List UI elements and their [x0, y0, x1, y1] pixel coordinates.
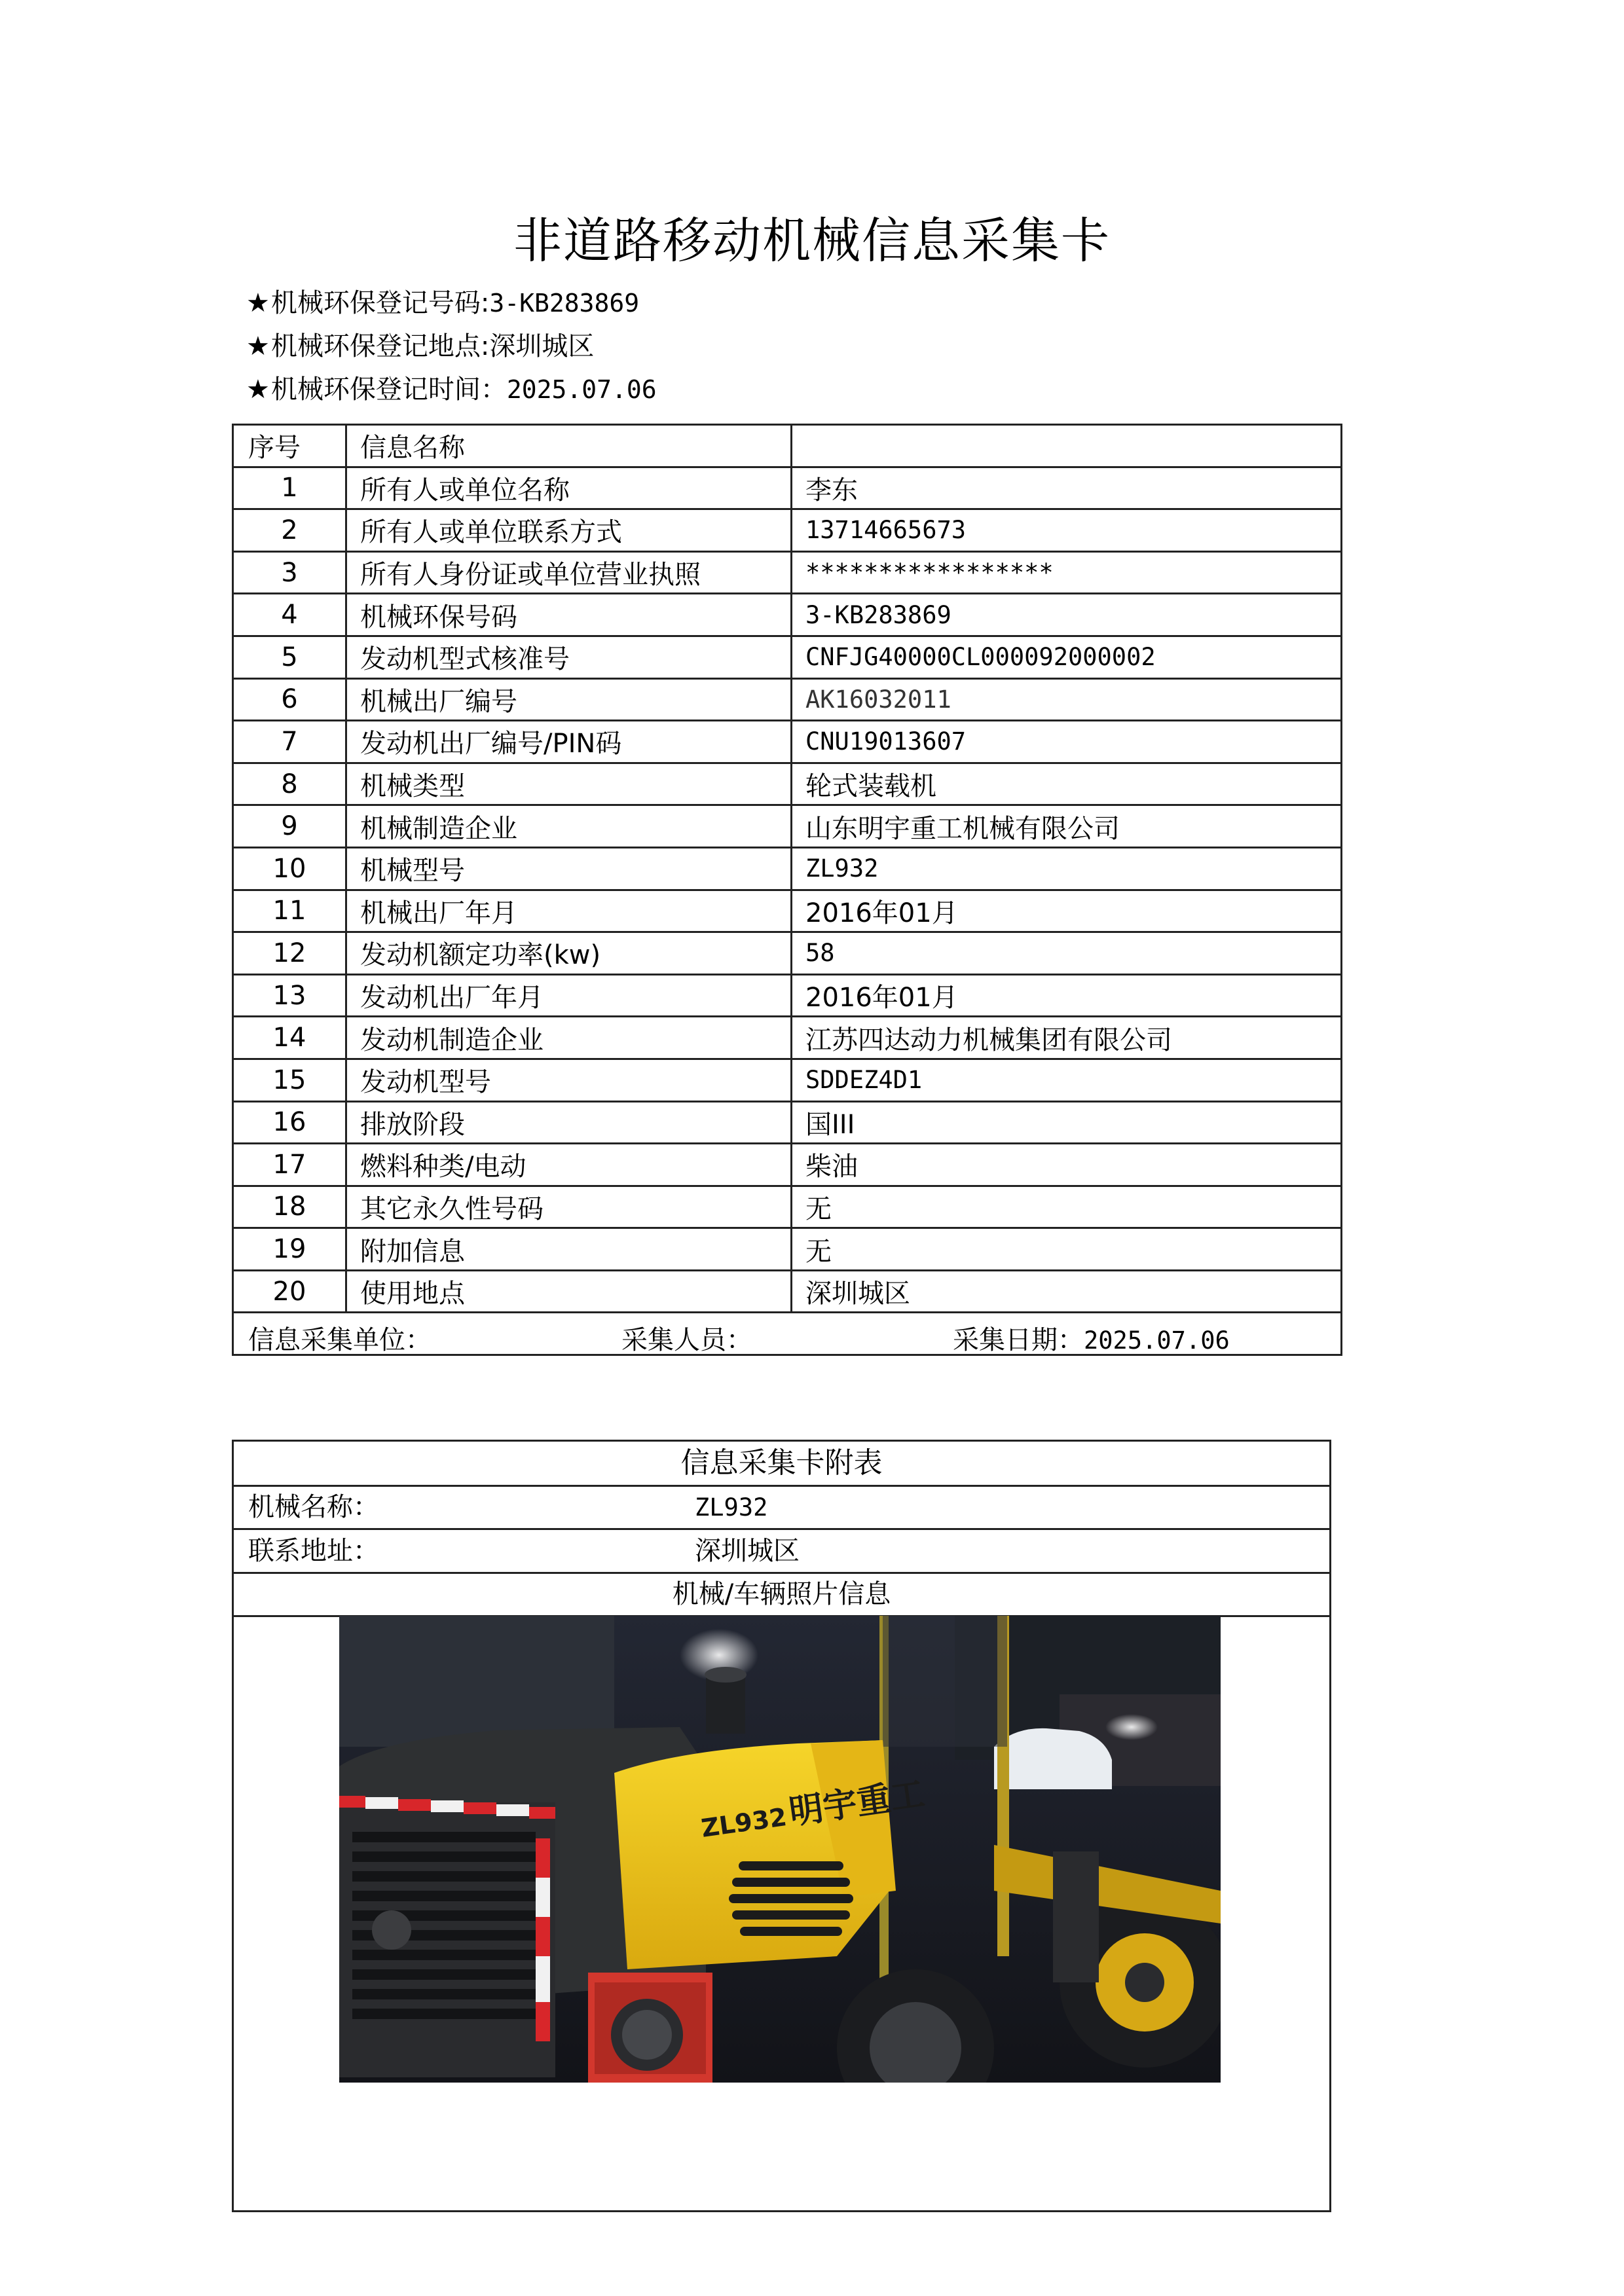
row-name: 发动机出厂年月 [346, 974, 792, 1017]
row-value: 轮式装载机 [792, 763, 1342, 805]
photo-brand-text: 明宇重工 [786, 1774, 927, 1832]
row-value: SDDEZ4D1 [792, 1059, 1342, 1101]
table-row [233, 932, 1342, 975]
row-value: 13714665673 [792, 509, 1342, 552]
machine-name-label: 机械名称： [248, 1492, 379, 1522]
annex-title: 信息采集卡附表 [234, 1442, 1329, 1487]
row-name: 发动机型号 [346, 1059, 792, 1101]
registration-place-line [246, 328, 594, 365]
row-value: 江苏四达动力机械集团有限公司 [792, 1017, 1342, 1059]
machine-photo-image [339, 1616, 1221, 2083]
collection-date-value: 2025.07.06 [1084, 1326, 1230, 1355]
footer-cell [233, 1313, 1342, 1355]
annex-machine-name-row [234, 1487, 1329, 1530]
registration-number-value: 3-KB283869 [489, 289, 640, 318]
row-name: 机械出厂编号 [346, 678, 792, 721]
row-name: 机械类型 [346, 763, 792, 805]
table-row [233, 551, 1342, 594]
table-row [233, 974, 1342, 1017]
row-no: 16 [233, 1101, 346, 1144]
table-header-row [233, 425, 1342, 467]
table-row [233, 1059, 1342, 1101]
row-value: 山东明宇重工机械有限公司 [792, 805, 1342, 848]
row-no: 3 [233, 551, 346, 594]
collection-date-label [953, 1319, 1230, 1355]
collection-date-label-text: 采集日期： [953, 1325, 1084, 1355]
table-row [233, 805, 1342, 848]
registration-number-label: 机械环保登记号码: [270, 288, 490, 318]
row-name: 机械环保号码 [346, 594, 792, 636]
row-value: 深圳城区 [792, 1270, 1342, 1313]
registration-time-line [246, 371, 657, 408]
row-value: CNU19013607 [792, 721, 1342, 763]
row-name: 排放阶段 [346, 1101, 792, 1144]
row-name: 其它永久性号码 [346, 1186, 792, 1228]
annex-address-row [234, 1530, 1329, 1574]
table-row [233, 636, 1342, 678]
row-no: 17 [233, 1144, 346, 1186]
row-name: 所有人或单位联系方式 [346, 509, 792, 552]
table-row [233, 1144, 1342, 1186]
row-value: 无 [792, 1186, 1342, 1228]
row-name: 机械出厂年月 [346, 890, 792, 932]
row-no: 8 [233, 763, 346, 805]
page-title: 非道路移动机械信息采集卡 [513, 213, 1111, 269]
registration-number-line [246, 285, 639, 321]
table-row [233, 1101, 1342, 1144]
row-value: CNFJG40000CL000092000002 [792, 636, 1342, 678]
table-row [233, 1186, 1342, 1228]
row-no: 6 [233, 678, 346, 721]
row-no: 2 [233, 509, 346, 552]
address-value: 深圳城区 [695, 1536, 800, 1566]
row-no: 20 [233, 1270, 346, 1313]
row-name: 发动机额定功率(kw) [346, 932, 792, 975]
row-no: 5 [233, 636, 346, 678]
registration-time-label: 机械环保登记时间： [270, 374, 507, 405]
row-value: 李东 [792, 467, 1342, 509]
row-no: 10 [233, 847, 346, 890]
table-row [233, 890, 1342, 932]
machine-name-value: ZL932 [695, 1493, 768, 1522]
machine-photo [339, 1616, 1221, 2083]
star-icon: ★ [246, 374, 270, 405]
row-no: 19 [233, 1228, 346, 1271]
row-value: AK16032011 [792, 678, 1342, 721]
table-row [233, 847, 1342, 890]
row-name: 发动机制造企业 [346, 1017, 792, 1059]
row-value: ZL932 [792, 847, 1342, 890]
table-row [233, 509, 1342, 552]
row-name: 机械制造企业 [346, 805, 792, 848]
row-value: 58 [792, 932, 1342, 975]
photo-model-text: ZL932 [699, 1802, 789, 1843]
row-value: 2016年01月 [792, 974, 1342, 1017]
row-name: 发动机出厂编号/PIN码 [346, 721, 792, 763]
row-value: 无 [792, 1228, 1342, 1271]
table-row [233, 594, 1342, 636]
star-icon: ★ [246, 331, 270, 361]
row-no: 11 [233, 890, 346, 932]
row-no: 15 [233, 1059, 346, 1101]
table-row [233, 763, 1342, 805]
table-row [233, 721, 1342, 763]
header-value [792, 425, 1342, 467]
annex-photo-title: 机械/车辆照片信息 [234, 1574, 1329, 1617]
registration-place-value: 深圳城区 [489, 331, 595, 361]
table-footer-row [233, 1313, 1342, 1355]
table-row [233, 1017, 1342, 1059]
registration-time-value: 2025.07.06 [506, 375, 657, 404]
row-name: 机械型号 [346, 847, 792, 890]
info-table [232, 424, 1342, 1356]
address-label: 联系地址： [248, 1536, 379, 1566]
registration-place-label: 机械环保登记地点: [270, 331, 490, 361]
collector-label: 采集人员： [621, 1325, 752, 1355]
collection-unit-label: 信息采集单位： [248, 1325, 432, 1355]
row-name: 使用地点 [346, 1270, 792, 1313]
row-name: 发动机型式核准号 [346, 636, 792, 678]
row-no: 18 [233, 1186, 346, 1228]
table-row [233, 1270, 1342, 1313]
header-name: 信息名称 [346, 425, 792, 467]
row-no: 1 [233, 467, 346, 509]
row-name: 附加信息 [346, 1228, 792, 1271]
row-value: ***************** [792, 551, 1342, 594]
row-name: 燃料种类/电动 [346, 1144, 792, 1186]
row-no: 12 [233, 932, 346, 975]
row-name: 所有人身份证或单位营业执照 [346, 551, 792, 594]
table-row [233, 678, 1342, 721]
table-row [233, 1228, 1342, 1271]
row-no: 14 [233, 1017, 346, 1059]
row-no: 9 [233, 805, 346, 848]
table-row [233, 467, 1342, 509]
row-value: 2016年01月 [792, 890, 1342, 932]
row-value: 柴油 [792, 1144, 1342, 1186]
row-value: 国III [792, 1101, 1342, 1144]
row-value: 3-KB283869 [792, 594, 1342, 636]
row-no: 7 [233, 721, 346, 763]
row-no: 13 [233, 974, 346, 1017]
star-icon: ★ [246, 288, 270, 318]
header-no: 序号 [233, 425, 346, 467]
row-no: 4 [233, 594, 346, 636]
row-name: 所有人或单位名称 [346, 467, 792, 509]
